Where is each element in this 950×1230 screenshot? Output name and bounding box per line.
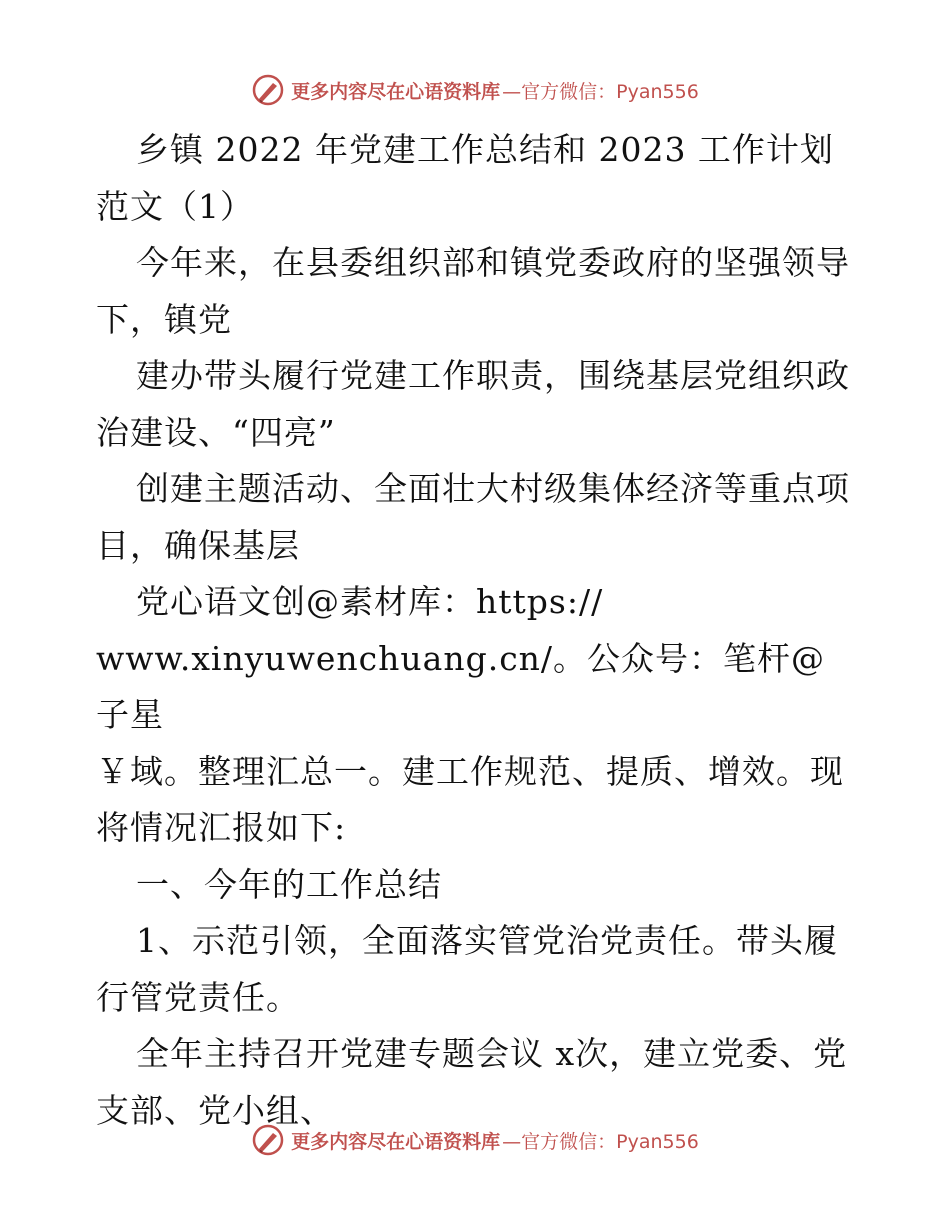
pen-logo-icon bbox=[251, 1123, 285, 1157]
document-body bbox=[96, 122, 856, 1139]
footer-watermark bbox=[0, 1120, 950, 1160]
header-watermark bbox=[0, 70, 950, 110]
paragraph: 全年主持召开党建专题会议 x次，建立党委、党支部、党小组、 bbox=[96, 1034, 848, 1130]
section-heading: 一、今年的工作总结 bbox=[136, 864, 442, 904]
url-line: www.xinyuwenchuang.cn/。公众号：笔杆@子星 bbox=[96, 638, 826, 734]
paragraph: 今年来，在县委组织部和镇党委政府的坚强领导下，镇党 bbox=[96, 243, 850, 339]
document-title: 乡镇 2022 年党建工作总结和 2023 工作计划范文（1） bbox=[96, 130, 834, 226]
paragraph: 1、示范引领，全面落实管党治党责任。带头履行管党责任。 bbox=[96, 921, 838, 1017]
watermark-sub-text: —官方微信：Pyan556 bbox=[502, 1130, 699, 1153]
paragraph: 创建主题活动、全面壮大村级集体经济等重点项目，确保基层 bbox=[96, 469, 850, 565]
paragraph: ￥域。整理汇总一。建工作规范、提质、增效。现将情况汇报如下: bbox=[96, 751, 844, 847]
watermark-main-text: 更多内容尽在心语资料库 bbox=[291, 1130, 501, 1153]
pen-logo-icon bbox=[251, 73, 285, 107]
paragraph: 党心语文创@素材库：https:// bbox=[136, 582, 604, 621]
watermark-sub-text: —官方微信：Pyan556 bbox=[502, 80, 699, 103]
paragraph: 建办带头履行党建工作职责，围绕基层党组织政治建设、“四亮” bbox=[96, 356, 850, 452]
watermark-main-text: 更多内容尽在心语资料库 bbox=[291, 80, 501, 103]
